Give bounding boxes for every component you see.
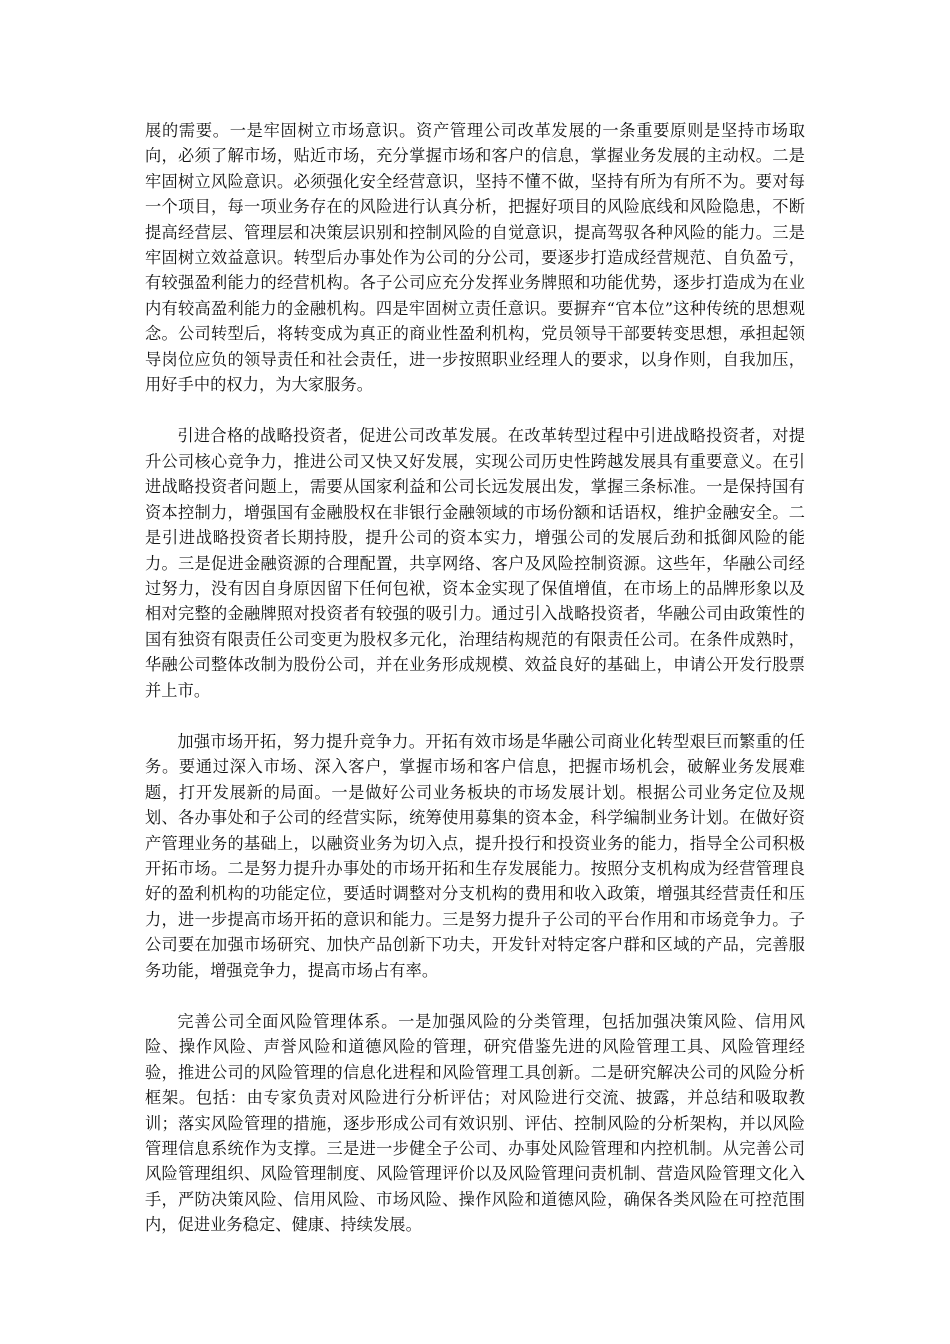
paragraph-risk-management: 完善公司全面风险管理体系。一是加强风险的分类管理，包括加强决策风险、信用风险、操作风险、声誉风险和道德风险的管理，研究借鉴先进的风险管理工具、风险管理经验，推进公司的风险管理的信息化进程和风险管理工具创新。二是研究解决公司的风险分析框架。包括：由专家负责对风险进行分析评估；对风险进行交流、披露，并总结和吸取教训；落实风险管理的措施，逐步形成公司有效识别、评估、控制风险的分析架构，并以风险管理信息系统作为支撑。三是进一步健全子公司、办事处风险管理和内控机制。从完善公司风险管理组织、风险管理制度、风险管理评价以及风险管理问责机制、营造风险管理文化入手，严防决策风险、信用风险、市场风险、操作风险和道德风险，确保各类风险在可控范围内，促进业务稳定、健康、持续发展。 xyxy=(145,1012,805,1235)
document-body xyxy=(145,118,805,1238)
paragraph-market-expansion: 加强市场开拓，努力提升竞争力。开拓有效市场是华融公司商业化转型艰巨而繁重的任务。要通过深入市场、深入客户，掌握市场和客户信息，把握市场机会，破解业务发展难题，打开发展新的局面。一是做好公司业务板块的市场发展计划。根据公司业务定位及规划、各办事处和子公司的经营实际，统筹使用募集的资本金，科学编制业务计划。在做好资产管理业务的基础上，以融资业务为切入点，提升投行和投资业务的能力，指导全公司积极开拓市场。二是努力提升办事处的市场开拓和生存发展能力。按照分支机构成为经营管理良好的盈利机构的功能定位，要适时调整对分支机构的费用和收入政策，增强其经营责任和压力，进一步提高市场开拓的意识和能力。三是努力提升子公司的平台作用和市场竞争力。子公司要在加强市场研究、加快产品创新下功夫，开发针对特定客户群和区域的产品，完善服务功能，增强竞争力，提高市场占有率。 xyxy=(145,731,805,980)
paragraph-continuation: 展的需要。一是牢固树立市场意识。资产管理公司改革发展的一条重要原则是坚持市场取向，必须了解市场，贴近市场，充分掌握市场和客户的信息，掌握业务发展的主动权。二是牢固树立风险意识。必须强化安全经营意识，坚持不懂不做，坚持有所为有所不为。要对每一个项目，每一项业务存在的风险进行认真分析，把握好项目的风险底线和风险隐患，不断提高经营层、管理层和决策层识别和控制风险的自觉意识，提高驾驭各种风险的能力。三是牢固树立效益意识。转型后办事处作为公司的分公司，要逐步打造成经营规范、自负盈亏，有较强盈利能力的经营机构。各子公司应充分发挥业务牌照和功能优势，逐步打造成为在业内有较高盈利能力的金融机构。四是牢固树立责任意识。要摒弃“官本位”这种传统的思想观念。公司转型后，将转变成为真正的商业性盈利机构，党员领导干部要转变思想，承担起领导岗位应负的领导责任和社会责任，进一步按照职业经理人的要求，以身作则，自我加压，用好手中的权力，为大家服务。 xyxy=(145,121,805,395)
paragraph-strategic-investors: 引进合格的战略投资者，促进公司改革发展。在改革转型过程中引进战略投资者，对提升公司核心竞争力，推进公司又快又好发展，实现公司历史性跨越发展具有重要意义。在引进战略投资者问题上，需要从国家利益和公司长远发展出发，掌握三条标准。一是保持国有资本控制力，增强国有金融股权在非银行金融领域的市场份额和话语权，维护金融安全。二是引进战略投资者长期持股，提升公司的资本实力，增强公司的发展后劲和抵御风险的能力。三是促进金融资源的合理配置，共享网络、客户及风险控制资源。这些年，华融公司经过努力，没有因自身原因留下任何包袱，资本金实现了保值增值，在市场上的品牌形象以及相对完整的金融牌照对投资者有较强的吸引力。通过引入战略投资者，华融公司由政策性的国有独资有限责任公司变更为股权多元化，治理结构规范的有限责任公司。在条件成熟时，华融公司整体改制为股份公司，并在业务形成规模、效益良好的基础上，申请公开发行股票并上市。 xyxy=(145,426,805,700)
